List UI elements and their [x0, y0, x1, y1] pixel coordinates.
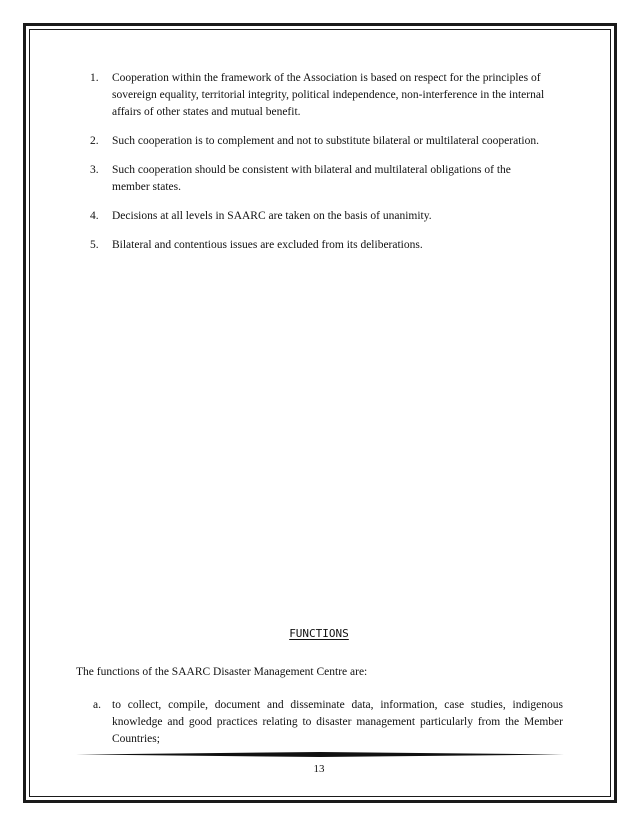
section-heading: FUNCTIONS	[289, 627, 349, 640]
list-item-text: Bilateral and contentious issues are excluded from its deliberations.	[112, 239, 423, 251]
list-item	[90, 162, 550, 196]
list-item-text: Such cooperation is to complement and not to substitute bilateral or multilateral cooperation.	[112, 135, 539, 147]
list-item-number: 1.	[90, 72, 99, 84]
list-item-number: 4.	[90, 210, 99, 222]
list-item-letter: a.	[93, 699, 101, 711]
list-item	[93, 697, 563, 748]
list-item	[90, 70, 550, 121]
footer-divider	[76, 752, 564, 757]
list-item-number: 5.	[90, 239, 99, 251]
list-item-number: 2.	[90, 135, 99, 147]
functions-intro: The functions of the SAARC Disaster Management Centre are:	[76, 666, 368, 678]
list-item-number: 3.	[90, 164, 99, 176]
list-item	[90, 237, 550, 254]
principles-list	[90, 70, 550, 266]
functions-list	[93, 697, 563, 748]
list-item-text: Cooperation within the framework of the Association is based on respect for the principles of sovereign equality, territorial integrity, political independence, non-interference in the internal affairs of other states and mutual benefit.	[112, 72, 545, 118]
list-item	[90, 133, 550, 150]
list-item-text: Decisions at all levels in SAARC are taken on the basis of unanimity.	[112, 210, 432, 222]
list-item	[90, 208, 550, 225]
list-item-text: to collect, compile, document and disseminate data, information, case studies, indigenous knowledge and good practices relating to disaster management particularly from the Member Countries;	[112, 699, 563, 745]
page-number: 13	[313, 763, 325, 775]
list-item-text: Such cooperation should be consistent with bilateral and multilateral obligations of the member states.	[112, 164, 511, 193]
